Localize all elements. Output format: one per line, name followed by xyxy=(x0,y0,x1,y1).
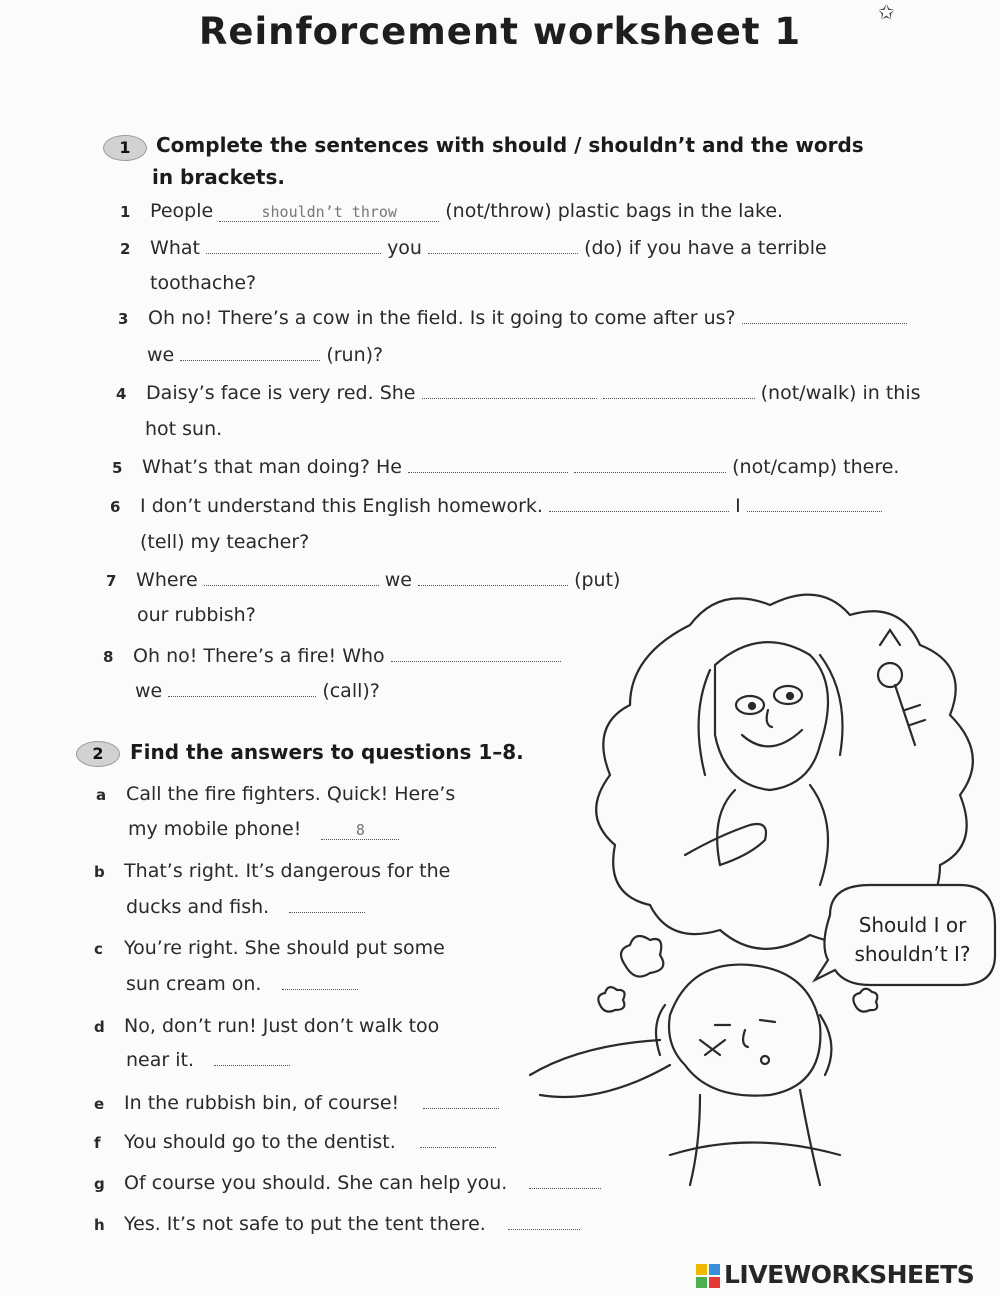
ex1-item-7-continued: our rubbish? xyxy=(137,604,256,626)
ex2-item-g-answer[interactable] xyxy=(529,1172,601,1189)
ex2-item-g: g Of course you should. She can help you. xyxy=(94,1172,601,1194)
ex1-item-1: 1 People shouldn’t throw (not/throw) plastic bags in the lake. xyxy=(120,200,784,222)
ex2-item-b: b That’s right. It’s dangerous for the xyxy=(94,860,451,882)
ex2-item-c-answer[interactable] xyxy=(282,973,358,990)
exercise-1-instruction-line2: in brackets. xyxy=(152,165,285,189)
ex1-item-3-blank-2[interactable] xyxy=(180,344,320,361)
ex2-item-a-continued: my mobile phone! 8 xyxy=(128,818,399,840)
ex1-item-6: 6 I don’t understand this English homework. I xyxy=(110,495,882,517)
liveworksheets-logo-icon xyxy=(696,1264,720,1288)
ex2-item-h-answer[interactable] xyxy=(508,1213,580,1230)
ex1-item-4-continued: hot sun. xyxy=(145,418,223,440)
ex2-item-d-answer[interactable] xyxy=(214,1049,290,1066)
ex2-item-b-answer[interactable] xyxy=(289,896,365,913)
ex1-item-4-blank-1[interactable] xyxy=(422,382,597,399)
ex1-item-2-blank-2[interactable] xyxy=(428,237,578,254)
ex2-item-h: h Yes. It’s not safe to put the tent there. xyxy=(94,1213,580,1235)
ex1-item-5-blank-2[interactable] xyxy=(574,456,726,473)
ex1-item-6-blank-1[interactable] xyxy=(549,495,729,512)
star-icon: ✩ xyxy=(878,0,895,24)
ex1-item-3: 3 Oh no! There’s a cow in the field. Is it going to come after us? xyxy=(118,307,907,329)
liveworksheets-logo: LIVEWORKSHEETS xyxy=(696,1260,974,1289)
ex2-item-d: d No, don’t run! Just don’t walk too xyxy=(94,1015,440,1037)
ex2-item-c: c You’re right. She should put some xyxy=(94,937,445,959)
ex1-item-7-blank-2[interactable] xyxy=(418,569,568,586)
exercise-1-badge: 1 xyxy=(103,135,147,161)
ex1-item-6-blank-2[interactable] xyxy=(747,495,882,512)
ex1-item-5: 5 What’s that man doing? He (not/camp) there. xyxy=(112,456,900,478)
exercise-2-instruction: Find the answers to questions 1–8. xyxy=(130,740,524,764)
ex2-item-e-answer[interactable] xyxy=(423,1092,499,1109)
ex1-item-3-blank-1[interactable] xyxy=(742,307,907,324)
worksheet-title: Reinforcement worksheet 1 xyxy=(198,10,802,53)
ex1-item-7: 7 Where we (put) xyxy=(106,569,621,591)
ex1-item-2-blank-1[interactable] xyxy=(206,237,381,254)
ex1-item-1-example-answer: shouldn’t throw xyxy=(219,203,439,222)
ex2-item-f-answer[interactable] xyxy=(420,1131,496,1148)
ex1-item-4: 4 Daisy’s face is very red. She (not/walk) in this xyxy=(116,382,921,404)
exercise-2-badge: 2 xyxy=(76,741,120,767)
ex1-item-8-continued: we (call)? xyxy=(135,680,380,702)
ex1-item-7-blank-1[interactable] xyxy=(204,569,379,586)
ex2-item-d-continued: near it. xyxy=(126,1049,290,1071)
ex2-item-e: e In the rubbish bin, of course! xyxy=(94,1092,499,1114)
ex1-item-2-continued: toothache? xyxy=(150,272,257,294)
ex2-item-a-answer: 8 xyxy=(321,821,399,840)
ex1-item-4-blank-2[interactable] xyxy=(603,382,755,399)
ex1-item-2: 2 What you (do) if you have a terrible xyxy=(120,237,827,259)
ex2-item-f: f You should go to the dentist. xyxy=(94,1131,496,1153)
ex1-item-5-blank-1[interactable] xyxy=(408,456,568,473)
ex1-item-8: 8 Oh no! There’s a fire! Who xyxy=(103,645,561,667)
ex1-item-8-blank-2[interactable] xyxy=(168,680,316,697)
ex1-item-3-continued: we (run)? xyxy=(147,344,384,366)
ex2-item-c-continued: sun cream on. xyxy=(126,973,358,995)
ex1-item-6-continued: (tell) my teacher? xyxy=(140,531,310,553)
ex2-item-b-continued: ducks and fish. xyxy=(126,896,365,918)
exercise-1-instruction-line1: Complete the sentences with should / shouldn’t and the words xyxy=(156,133,864,157)
speech-bubble: Should I or shouldn’t I? xyxy=(854,913,971,966)
ex2-item-a: a Call the fire fighters. Quick! Here’s xyxy=(96,783,456,805)
